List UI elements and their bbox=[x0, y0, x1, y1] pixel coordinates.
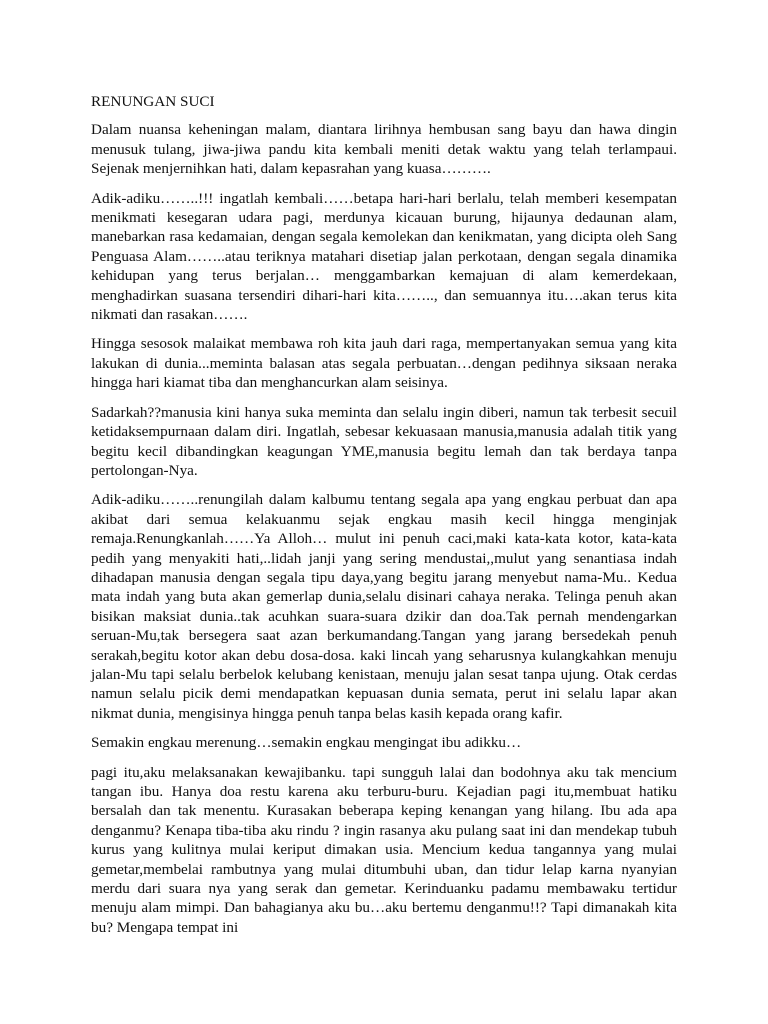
paragraph-3: Hingga sesosok malaikat membawa roh kita jauh dari raga, mempertanyakan semua yang kita lakukan di dunia...meminta balasan atas segala perbuatan…dengan pedihnya siksaan neraka hingga hari kiamat tiba dan menghancurkan alam seisinya. bbox=[91, 335, 677, 392]
paragraph-4: Sadarkah??manusia kini hanya suka meminta dan selalu ingin diberi, namun tak terbesit secuil ketidaksempurnaan dalam diri. Ingatlah, sebesar kekuasaan manusia,manusia adalah titik yang begitu kecil dibandingkan keagungan YME,manusia begitu lemah dan tak berdaya tanpa pertolongan-Nya. bbox=[91, 403, 677, 479]
paragraph-1: Dalam nuansa keheningan malam, diantara lirihnya hembusan sang bayu dan hawa dingin menusuk tulang, jiwa-jiwa pandu kita kembali meniti detak waktu yang telah terlampaui. Sejenak menjernihkan hati, dalam kepasrahan yang kuasa………. bbox=[91, 121, 677, 178]
paragraph-5: Adik-adiku……..renungilah dalam kalbumu tentang segala apa yang engkau perbuat dan apa akibat dari semua kelakuanmu sejak engkau masih kecil hingga menginjak remaja.Renungkanlah……Ya Alloh… mulut ini penuh caci,maki kata-kata kotor, kata-kata pedih yang menyakiti hati,..lidah janji yang sering mendustai,,mulut yang senantiasa indah dihadapan manusia dengan segala tipu daya,yang begitu jarang menyebut nama-Mu.. Kedua mata indah yang buta akan gemerlap dunia,selalu disinari cahaya neraka. Telinga penuh akan bisikan maksiat dunia..tak acuhkan suara-suara dzikir dan doa.Tak pernah mendengarkan seruan-Mu,tak bersegera saat azan berkumandang.Tangan yang jarang bersedekah penuh serakah,begitu kotor akan debu dosa-dosa. kaki lincah yang seharusnya kulangkahkan menuju jalan-Mu tapi selalu berbelok kelubang kenistaan, menuju jalan sesat tanpa ujung. Otak cerdas namun selalu picik demi mendapatkan kepuasan dunia semata, perut ini selalu lapar akan nikmat dunia, mengisinya hingga penuh tanpa belas kasih kepada orang kafir. bbox=[91, 491, 677, 722]
paragraph-6: Semakin engkau merenung…semakin engkau mengingat ibu adikku… bbox=[91, 734, 522, 752]
document-page bbox=[91, 92, 677, 947]
paragraph-7: pagi itu,aku melaksanakan kewajibanku. tapi sungguh lalai dan bodohnya aku tak mencium tangan ibu. Hanya doa restu karena aku terburu-buru. Kejadian pagi itu,membuat hatiku bersalah dan tak menentu. Kurasakan beberapa keping kenangan yang hilang. Ibu ada apa denganmu? Kenapa tiba-tiba aku rindu ? ingin rasanya aku pulang saat ini dan mendekap tubuh kurus yang kulitnya mulai keriput dimakan usia. Mencium kedua tangannya yang mulai gemetar,membelai rambutnya yang mulai ditumbuhi uban, dan tidur lelap karna nyanyian merdu dari suara nya yang serak dan gemetar. Kerinduanku padamu membawaku tertidur menuju alam mimpi. Dan bahagianya aku bu…aku bertemu denganmu!!? Tapi dimanakah kita bu? Mengapa tempat ini bbox=[91, 763, 677, 936]
document-title: RENUNGAN SUCI bbox=[91, 93, 215, 110]
paragraph-2: Adik-adiku……..!!! ingatlah kembali……betapa hari-hari berlalu, telah memberi kesempatan menikmati kesegaran udara pagi, merdunya kicauan burung, hijaunya dedaunan alam, manebarkan rasa kedamaian, dengan segala kemolekan dan kenikmatan, yang dicipta oleh Sang Penguasa Alam……..atau teriknya matahari disetiap jalan perkotaan, dengan segala dinamika kehidupan yang terus berjalan… menggambarkan kemajuan di alam kemerdekaan, menghadirkan suasana tersendiri dihari-hari kita…….., dan semuannya itu….akan terus kita nikmati dan rasakan……. bbox=[91, 189, 677, 324]
